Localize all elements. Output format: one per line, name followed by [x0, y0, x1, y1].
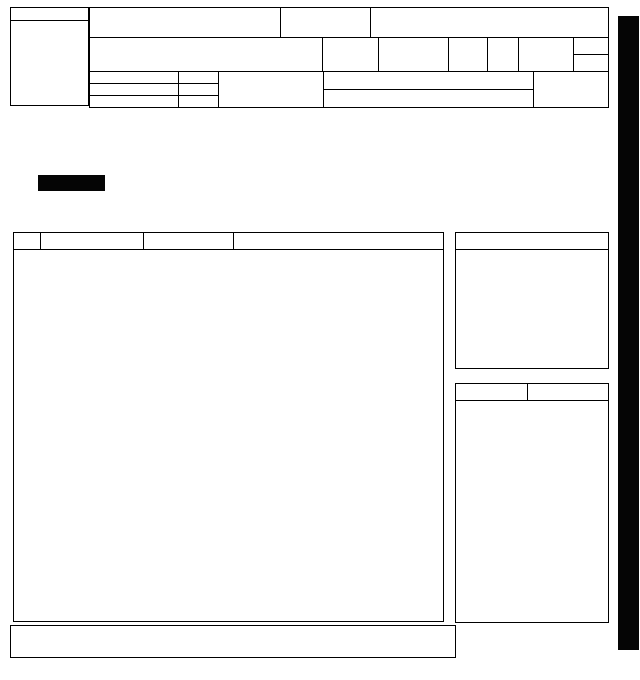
serial-value — [90, 40, 322, 42]
maker-cell — [89, 7, 281, 38]
model-no-label — [371, 8, 608, 9]
lot-box — [10, 7, 89, 106]
remarks-panel-header — [456, 233, 608, 250]
model-no-cell — [370, 7, 609, 38]
spec-table-header — [456, 384, 608, 401]
maker-value — [90, 9, 280, 10]
serial-cell — [89, 37, 323, 72]
operating-hours-cell — [323, 71, 534, 90]
col-header-remarks — [234, 233, 443, 249]
spec-table — [455, 383, 609, 623]
document-of-cema-value-cell — [178, 95, 219, 108]
inspection-table-header — [14, 233, 443, 250]
official-inspection-cell — [218, 71, 324, 108]
model-year-cell — [280, 7, 371, 38]
official-inspection-label — [219, 72, 323, 73]
col-header-parts — [41, 233, 144, 249]
lot-label — [11, 8, 88, 21]
header-empty-cell-3 — [518, 37, 574, 72]
fuel-type-cell — [533, 71, 609, 108]
model-year-label — [281, 8, 370, 9]
inspection-table — [13, 232, 444, 622]
header-empty-cell-2 — [487, 37, 519, 72]
yard-badge — [38, 175, 105, 191]
col-header-item — [14, 233, 41, 249]
registration-no-cell — [322, 37, 379, 72]
spec-col-header-condition — [528, 384, 608, 400]
document-of-cema-label — [89, 95, 179, 108]
registration-no-value-cell — [378, 37, 449, 72]
yard-location-banner — [618, 16, 639, 650]
remarks-panel — [455, 232, 609, 369]
lot-number — [11, 21, 88, 104]
ac-value-cell — [573, 54, 609, 72]
header-empty-cell-1 — [448, 37, 488, 72]
notices-box — [10, 625, 456, 658]
mileage-cell — [323, 89, 534, 108]
fuel-type-value — [534, 74, 608, 78]
spec-col-header-parts — [456, 384, 528, 400]
col-header-condition — [144, 233, 234, 249]
ac-label-cell — [573, 37, 609, 55]
